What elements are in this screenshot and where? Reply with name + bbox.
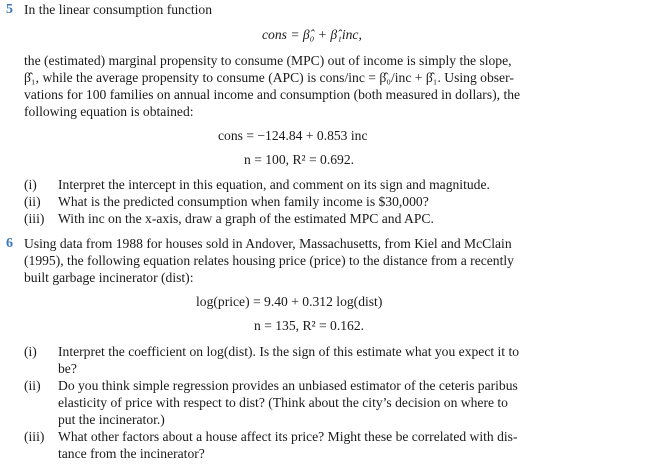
problem-5-number: 5 xyxy=(6,2,13,17)
problem-5-item-3-label: (iii) xyxy=(24,211,45,226)
problem-6-item-3-line-1: What other factors about a house affect its price? Might these be correlated with dis- xyxy=(58,429,518,444)
problem-5-paragraph-line-3: vations for 100 families on annual income and consumption (both measured in dollars), the xyxy=(24,87,521,102)
problem-6-equation-1: log(price) = 9.40 + 0.312 log(dist) xyxy=(196,294,383,309)
problem-6-item-1-line-1: Interpret the coefficient on log(dist). Is the sign of this estimate what you expect it to xyxy=(58,344,520,359)
problem-5-paragraph-line-4: following equation is obtained: xyxy=(24,104,194,119)
problem-6-item-1-label: (i) xyxy=(24,344,37,359)
problem-6-number: 6 xyxy=(6,236,13,251)
problem-6-item-1 xyxy=(24,344,644,378)
problem-6-item-1-line-2: be? xyxy=(58,361,77,376)
problem-5-intro: In the linear consumption function xyxy=(24,2,213,17)
problem-6-item-2-line-1: Do you think simple regression provides an unbiased estimator of the ceteris paribus xyxy=(58,378,518,393)
problem-6-item-3-label: (iii) xyxy=(24,429,45,444)
problem-5-equation-2: cons = −124.84 + 0.853 inc xyxy=(218,128,368,143)
problem-6-equation-2: n = 135, R² = 0.162. xyxy=(254,318,365,333)
problem-5-item-1-label: (i) xyxy=(24,177,37,192)
problem-5-item-1-text: Interpret the intercept in this equation, and comment on its sign and magnitude. xyxy=(58,177,490,192)
problem-6-item-3 xyxy=(24,429,644,463)
problem-6-item-2-line-3: put the incinerator.) xyxy=(58,412,165,427)
problem-5-equation-3: n = 100, R² = 0.692. xyxy=(244,152,355,167)
problem-5-equation-1: cons = β̂₀ + β̂₁inc, xyxy=(262,27,362,42)
problem-6-item-2-line-2: elasticity of price with respect to dist? (Think about the city’s decision on where to xyxy=(58,395,508,410)
problem-5-item-2-label: (ii) xyxy=(24,194,41,209)
problem-6-item-2-label: (ii) xyxy=(24,378,41,393)
problem-5-item-2-text: What is the predicted consumption when family income is $30,000? xyxy=(58,194,429,209)
problem-5-item-3 xyxy=(24,211,644,229)
problem-5-paragraph-line-2: β̂₁, while the average propensity to consume (APC) is cons/inc = β̂₀/inc + β̂₁. Using obser- xyxy=(24,70,514,85)
problem-5-item-1 xyxy=(24,177,644,195)
problem-6-paragraph-line-3: built garbage incinerator (dist): xyxy=(24,270,194,285)
problem-5-paragraph-line-1: the (estimated) marginal propensity to consume (MPC) out of income is simply the slope, xyxy=(24,53,512,68)
problem-6-item-2 xyxy=(24,378,644,429)
problem-6-paragraph-line-1: Using data from 1988 for houses sold in Andover, Massachusetts, from Kiel and McClain xyxy=(24,236,512,251)
problem-6-paragraph-line-2: (1995), the following equation relates housing price (price) to the distance from a recently xyxy=(24,253,514,268)
problem-5-item-3-text: With inc on the x-axis, draw a graph of the estimated MPC and APC. xyxy=(58,211,434,226)
problem-5-item-2 xyxy=(24,194,644,212)
problem-6-item-3-line-2: tance from the incinerator? xyxy=(58,446,205,461)
